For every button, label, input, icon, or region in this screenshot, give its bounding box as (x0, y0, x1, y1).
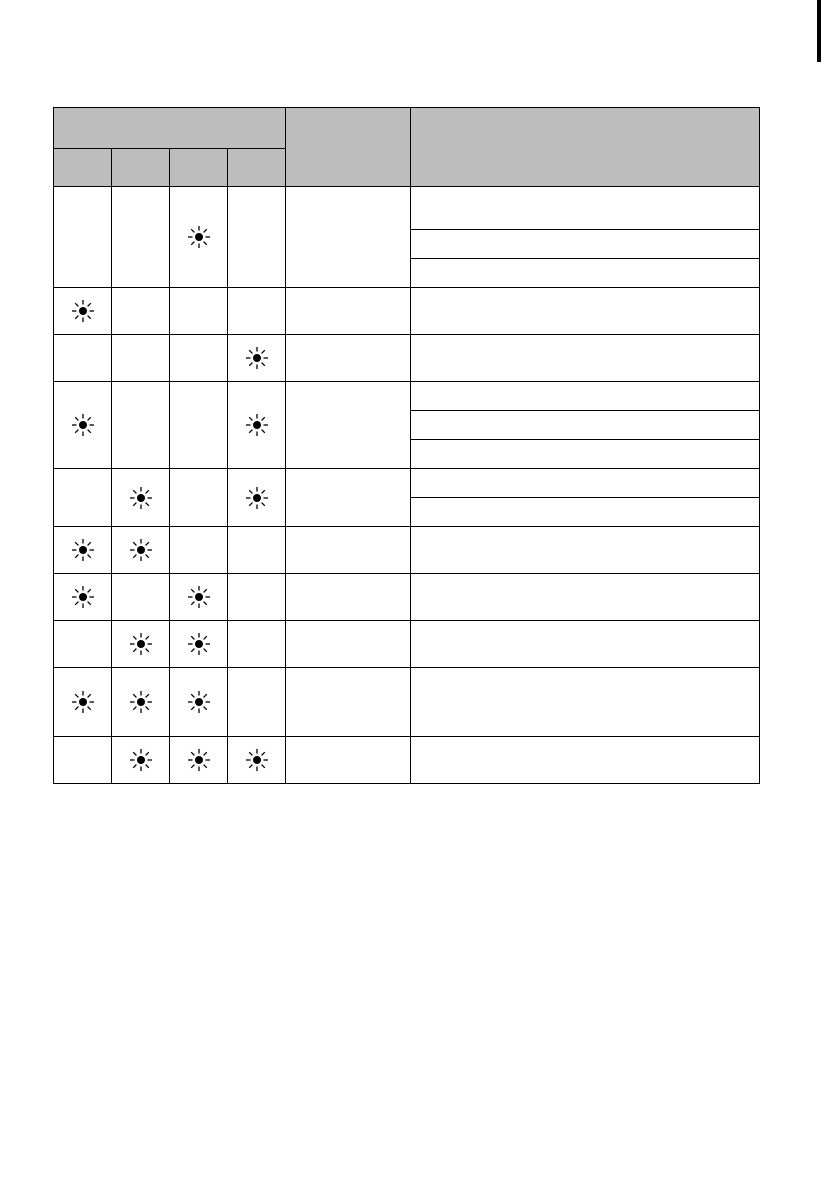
lamp-cell-1 (54, 469, 112, 527)
lamp-cell-1 (54, 288, 112, 335)
lamp-cell-3 (170, 187, 228, 288)
lamp-cell-3 (170, 527, 228, 574)
lamp-cell-4 (228, 527, 286, 574)
description-cell (411, 411, 760, 440)
table-row (54, 288, 760, 335)
blinking-light-icon (71, 690, 95, 714)
lamp-cell-2 (112, 187, 170, 288)
description-column-header (411, 108, 760, 187)
description-cell (411, 230, 760, 259)
blinking-light-icon (187, 585, 211, 609)
lamp-cell-2 (112, 527, 170, 574)
lamp-cell-4 (228, 574, 286, 621)
lamp-cell-4 (228, 187, 286, 288)
description-cell (411, 288, 760, 335)
description-cell (411, 621, 760, 668)
status-cell (286, 469, 411, 527)
lamp-cell-3 (170, 288, 228, 335)
status-cell (286, 527, 411, 574)
lamp-cell-1 (54, 621, 112, 668)
blinking-light-icon (71, 413, 95, 437)
description-cell (411, 574, 760, 621)
status-cell (286, 187, 411, 288)
status-column-header (286, 108, 411, 187)
lamp-1-header (54, 149, 112, 187)
table-row (54, 382, 760, 411)
lamp-cell-1 (54, 737, 112, 784)
table-body (54, 187, 760, 784)
lamp-cell-1 (54, 527, 112, 574)
status-cell (286, 288, 411, 335)
table-row (54, 469, 760, 498)
lamp-cell-3 (170, 335, 228, 382)
lamp-cell-3 (170, 469, 228, 527)
description-cell (411, 668, 760, 737)
lamp-2-header (112, 149, 170, 187)
status-cell (286, 668, 411, 737)
description-cell (411, 527, 760, 574)
lamp-cell-4 (228, 621, 286, 668)
lamp-cell-2 (112, 668, 170, 737)
blinking-light-icon (129, 690, 153, 714)
blinking-light-icon (187, 748, 211, 772)
blinking-light-icon (71, 299, 95, 323)
table-row (54, 621, 760, 668)
description-cell (411, 259, 760, 288)
lamp-cell-4 (228, 469, 286, 527)
status-cell (286, 574, 411, 621)
lamp-group-header (54, 108, 286, 149)
blinking-light-icon (129, 632, 153, 656)
blinking-light-icon (71, 585, 95, 609)
lamp-cell-3 (170, 737, 228, 784)
blinking-light-icon (71, 538, 95, 562)
page-edge-marker (817, 0, 821, 62)
blinking-light-icon (187, 225, 211, 249)
status-cell (286, 382, 411, 469)
lamp-cell-4 (228, 737, 286, 784)
description-cell (411, 440, 760, 469)
lamp-cell-2 (112, 574, 170, 621)
status-cell (286, 737, 411, 784)
table-row (54, 737, 760, 784)
blinking-light-icon (245, 748, 269, 772)
lamp-cell-4 (228, 288, 286, 335)
status-cell (286, 621, 411, 668)
lamp-cell-2 (112, 621, 170, 668)
table-row (54, 187, 760, 230)
lamp-cell-2 (112, 288, 170, 335)
blinking-light-icon (187, 632, 211, 656)
lamp-cell-3 (170, 382, 228, 469)
lamp-cell-3 (170, 621, 228, 668)
description-cell (411, 469, 760, 498)
lamp-cell-1 (54, 335, 112, 382)
lamp-cell-4 (228, 382, 286, 469)
description-cell (411, 335, 760, 382)
lamp-cell-2 (112, 335, 170, 382)
status-cell (286, 335, 411, 382)
blinking-light-icon (245, 413, 269, 437)
blinking-light-icon (129, 538, 153, 562)
table-row (54, 527, 760, 574)
description-cell (411, 382, 760, 411)
lamp-cell-3 (170, 668, 228, 737)
lamp-cell-1 (54, 382, 112, 469)
header-row-top (54, 108, 760, 149)
lamp-cell-2 (112, 469, 170, 527)
blinking-light-icon (245, 486, 269, 510)
blinking-light-icon (129, 486, 153, 510)
blinking-light-icon (187, 690, 211, 714)
lamp-4-header (228, 149, 286, 187)
table-row (54, 335, 760, 382)
table-header (54, 108, 760, 187)
lamp-cell-1 (54, 668, 112, 737)
lamp-cell-2 (112, 382, 170, 469)
lamp-3-header (170, 149, 228, 187)
blinking-light-icon (245, 346, 269, 370)
description-cell (411, 737, 760, 784)
lamp-cell-2 (112, 737, 170, 784)
lamp-cell-4 (228, 668, 286, 737)
lamp-cell-1 (54, 574, 112, 621)
description-cell (411, 498, 760, 527)
indicator-light-table (53, 107, 760, 784)
table-row (54, 574, 760, 621)
lamp-cell-3 (170, 574, 228, 621)
description-cell (411, 187, 760, 230)
lamp-cell-1 (54, 187, 112, 288)
blinking-light-icon (129, 748, 153, 772)
table-row (54, 668, 760, 737)
lamp-cell-4 (228, 335, 286, 382)
